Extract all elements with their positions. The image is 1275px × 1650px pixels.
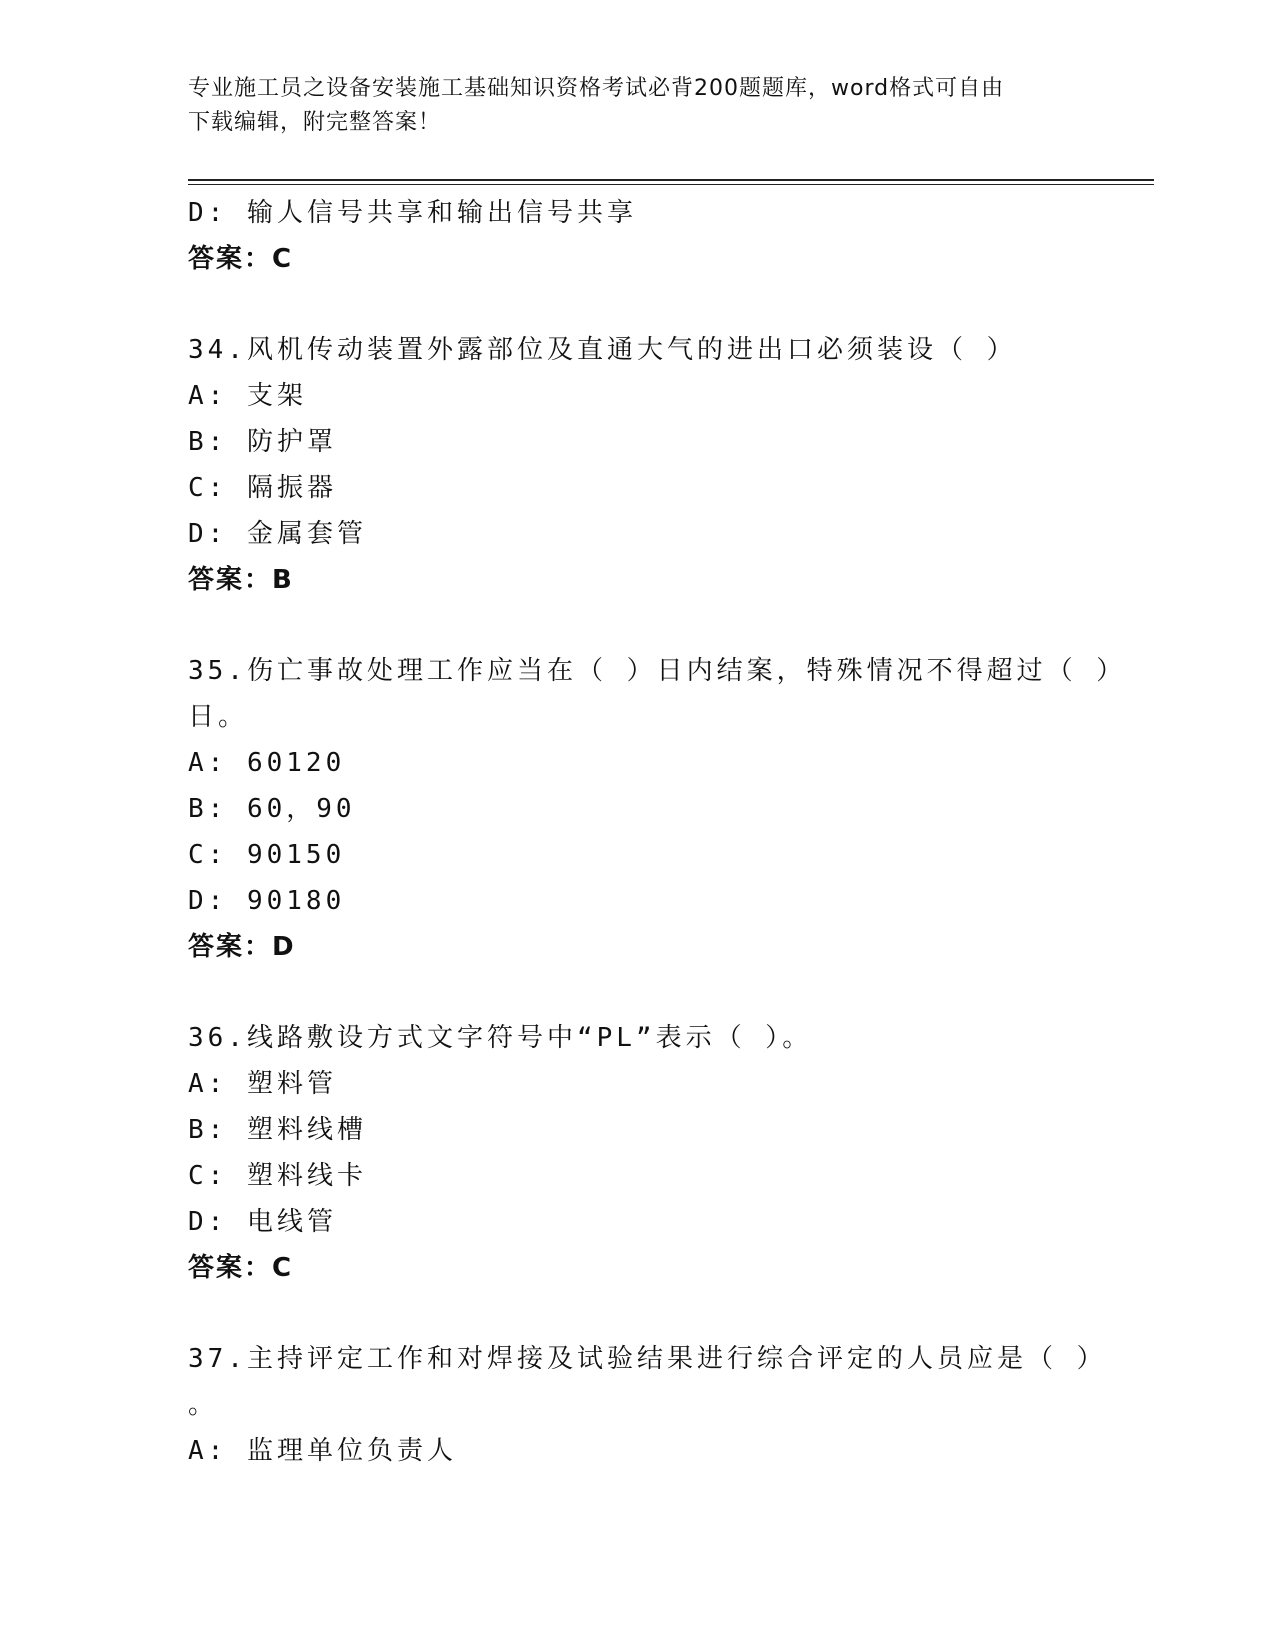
prev-answer: 答案：C [188, 244, 294, 274]
question-34 [188, 327, 1088, 603]
spacer [188, 1291, 1088, 1336]
answer: 答案：B [188, 565, 294, 595]
header-line-2: 下载编辑，附完整答案！ [188, 110, 442, 135]
question-37 [188, 1336, 1107, 1474]
question-stem: 36.线路敷设方式文字符号中“PL”表示（ ）。 [188, 1023, 813, 1053]
question-stem: 37.主持评定工作和对焊接及试验结果进行综合评定的人员应是（ ） [188, 1344, 1107, 1374]
question-stem: 35.伤亡事故处理工作应当在（ ）日内结案，特殊情况不得超过（ ） [188, 656, 1127, 686]
option-d: D: 电线管 [188, 1207, 337, 1237]
prev-option-d: D: 输人信号共享和输出信号共享 [188, 198, 637, 228]
option-c: C: 塑料线卡 [188, 1161, 367, 1191]
spacer [188, 970, 1088, 1015]
answer: 答案：C [188, 1253, 294, 1283]
option-c: C: 隔振器 [188, 473, 337, 503]
question-stem-continued: 日。 [188, 702, 249, 732]
option-b: B: 60，90 [188, 794, 356, 824]
option-d: D: 90180 [188, 886, 346, 916]
question-stem: 34.风机传动装置外露部位及直通大气的进出口必须装设（ ） [188, 335, 1017, 365]
spacer [188, 282, 1088, 327]
option-b: B: 防护罩 [188, 427, 337, 457]
answer: 答案：D [188, 932, 296, 962]
question-36 [188, 1015, 1088, 1291]
option-a: A: 60120 [188, 748, 346, 778]
header-rule-thick [188, 179, 1154, 181]
spacer [188, 603, 1088, 648]
option-a: A: 支架 [188, 381, 307, 411]
header-line-1: 专业施工员之设备安装施工基础知识资格考试必背200题题库，word格式可自由 [188, 76, 1005, 101]
question-35 [188, 648, 1127, 970]
question-stem-continued: 。 [188, 1390, 219, 1420]
question-list [188, 190, 1127, 1474]
option-d: D: 金属套管 [188, 519, 367, 549]
document-header [188, 72, 1088, 140]
option-a: A: 监理单位负责人 [188, 1436, 457, 1466]
header-rule-thin [188, 184, 1154, 185]
option-c: C: 90150 [188, 840, 346, 870]
option-a: A: 塑料管 [188, 1069, 337, 1099]
option-b: B: 塑料线槽 [188, 1115, 367, 1145]
